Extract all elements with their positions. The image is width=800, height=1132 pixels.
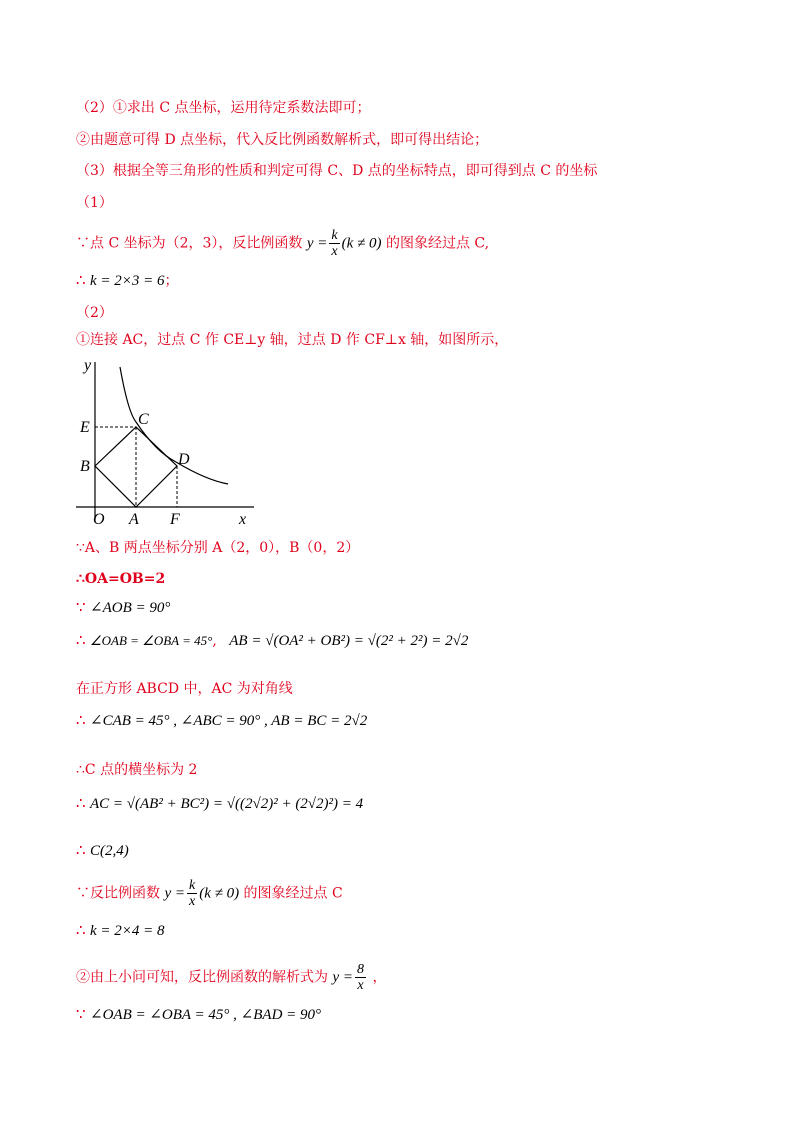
label-d: D	[178, 451, 190, 468]
given-c-text: ∵点 C 坐标为（2，3），反比例函数	[76, 235, 303, 252]
line-ab-length: ∴ ∠OAB = ∠OBA = 45°, AB = √(OA² + OB²) = √(2² + 2²) = 2√2	[76, 631, 469, 649]
k-over-x-fraction	[329, 228, 339, 259]
y-eq: y =	[164, 885, 185, 902]
line-oa-ob: ∴OA=OB=2	[76, 571, 166, 587]
line-ab-coords: ∵A、B 两点坐标分别 A（2，0），B（0，2）	[76, 540, 360, 556]
function-text-end: 的图象经过点 C	[243, 885, 343, 902]
therefore-symbol: ∴	[76, 841, 86, 859]
angle-oab-oba: ∠OAB = ∠OBA = 45°	[90, 633, 213, 648]
expression-text: ②由上小问可知，反比例函数的解析式为	[76, 969, 328, 986]
frac-den: x	[331, 244, 338, 259]
angle-bad-formula: ∠OAB = ∠OBA = 45° , ∠BAD = 90°	[90, 1007, 322, 1023]
given-c-text-end: 的图象经过点 C,	[385, 235, 490, 252]
y-eq: y =	[332, 969, 353, 986]
8-over-x-fraction	[355, 962, 366, 993]
therefore-symbol: ∴	[76, 794, 86, 812]
line-given-c	[76, 228, 489, 259]
k-condition: (k ≠ 0)	[199, 885, 240, 902]
c-coordinates: C(2,4)	[90, 843, 129, 859]
frac-num: k	[188, 878, 196, 893]
comma: ，	[372, 969, 387, 986]
label-f: F	[170, 511, 180, 528]
frac-den: x	[188, 894, 196, 909]
because-symbol: ∵	[76, 1005, 86, 1023]
k-over-x-fraction	[187, 878, 197, 909]
because-symbol: ∵	[76, 598, 86, 616]
line-angle-aob	[76, 597, 170, 618]
label-o: O	[93, 511, 105, 528]
ab-length-formula: AB = √(OA² + OB²) = √(2² + 2²) = 2√2	[229, 633, 469, 649]
line-function-through-c	[76, 878, 343, 909]
label-a: A	[129, 511, 139, 528]
line-k-8	[76, 920, 165, 941]
line-angle-bad	[76, 1004, 321, 1025]
frac-num: 8	[356, 962, 364, 977]
line-analytic-expression	[76, 962, 386, 993]
line-hint-3: （3）根据全等三角形的性质和判定可得 C、D 点的坐标特点，即可得到点 C 的坐标	[76, 163, 598, 179]
therefore-symbol: ∴	[76, 711, 86, 729]
therefore-symbol: ∴	[76, 271, 86, 289]
label-c: C	[138, 411, 149, 428]
label-b: B	[80, 458, 90, 475]
line-square-diagonal: 在正方形 ABCD 中，AC 为对角线	[76, 681, 293, 697]
k-equals-6: k = 2×3 = 6	[90, 273, 165, 289]
line-square-angles	[76, 710, 367, 731]
semicolon: ；	[164, 273, 179, 289]
line-hint-2: （2）①求出 C 点坐标，运用待定系数法即可；	[76, 100, 371, 116]
line-ac-length	[76, 793, 363, 814]
line-hint-2b: ②由题意可得 D 点坐标，代入反比例函数解析式，即可得出结论；	[76, 132, 489, 148]
line-part-1: （1）	[76, 195, 113, 211]
therefore-symbol: ∴	[76, 921, 86, 939]
label-y: y	[84, 357, 92, 374]
square-angles-formula: ∠CAB = 45° , ∠ABC = 90° , AB = BC = 2√2	[90, 713, 368, 729]
ac-length-formula: AC = √(AB² + BC²) = √((2√2)² + (2√2)²) = 4	[90, 796, 364, 812]
frac-den: x	[357, 978, 364, 993]
angle-aob: ∠AOB = 90°	[90, 600, 171, 616]
line-construction: ①连接 AC，过点 C 作 CE⊥y 轴，过点 D 作 CF⊥x 轴，如图所示，	[76, 332, 509, 348]
frac-num: k	[331, 228, 338, 243]
k-condition: (k ≠ 0)	[341, 235, 382, 252]
hyperbola-curve	[120, 367, 228, 484]
line-k-6	[76, 270, 179, 291]
line-part-2: （2）	[76, 305, 113, 321]
label-e: E	[80, 419, 90, 436]
line-c-abscissa: ∴C 点的横坐标为 2	[76, 762, 198, 778]
function-text: ∵反比例函数	[76, 885, 160, 902]
line-c-point	[76, 840, 129, 861]
coordinate-figure	[76, 352, 266, 532]
label-x: x	[239, 511, 247, 528]
y-eq: y =	[306, 235, 328, 252]
k-equals-8: k = 2×4 = 8	[90, 923, 165, 939]
therefore-symbol: ∴	[76, 631, 86, 649]
